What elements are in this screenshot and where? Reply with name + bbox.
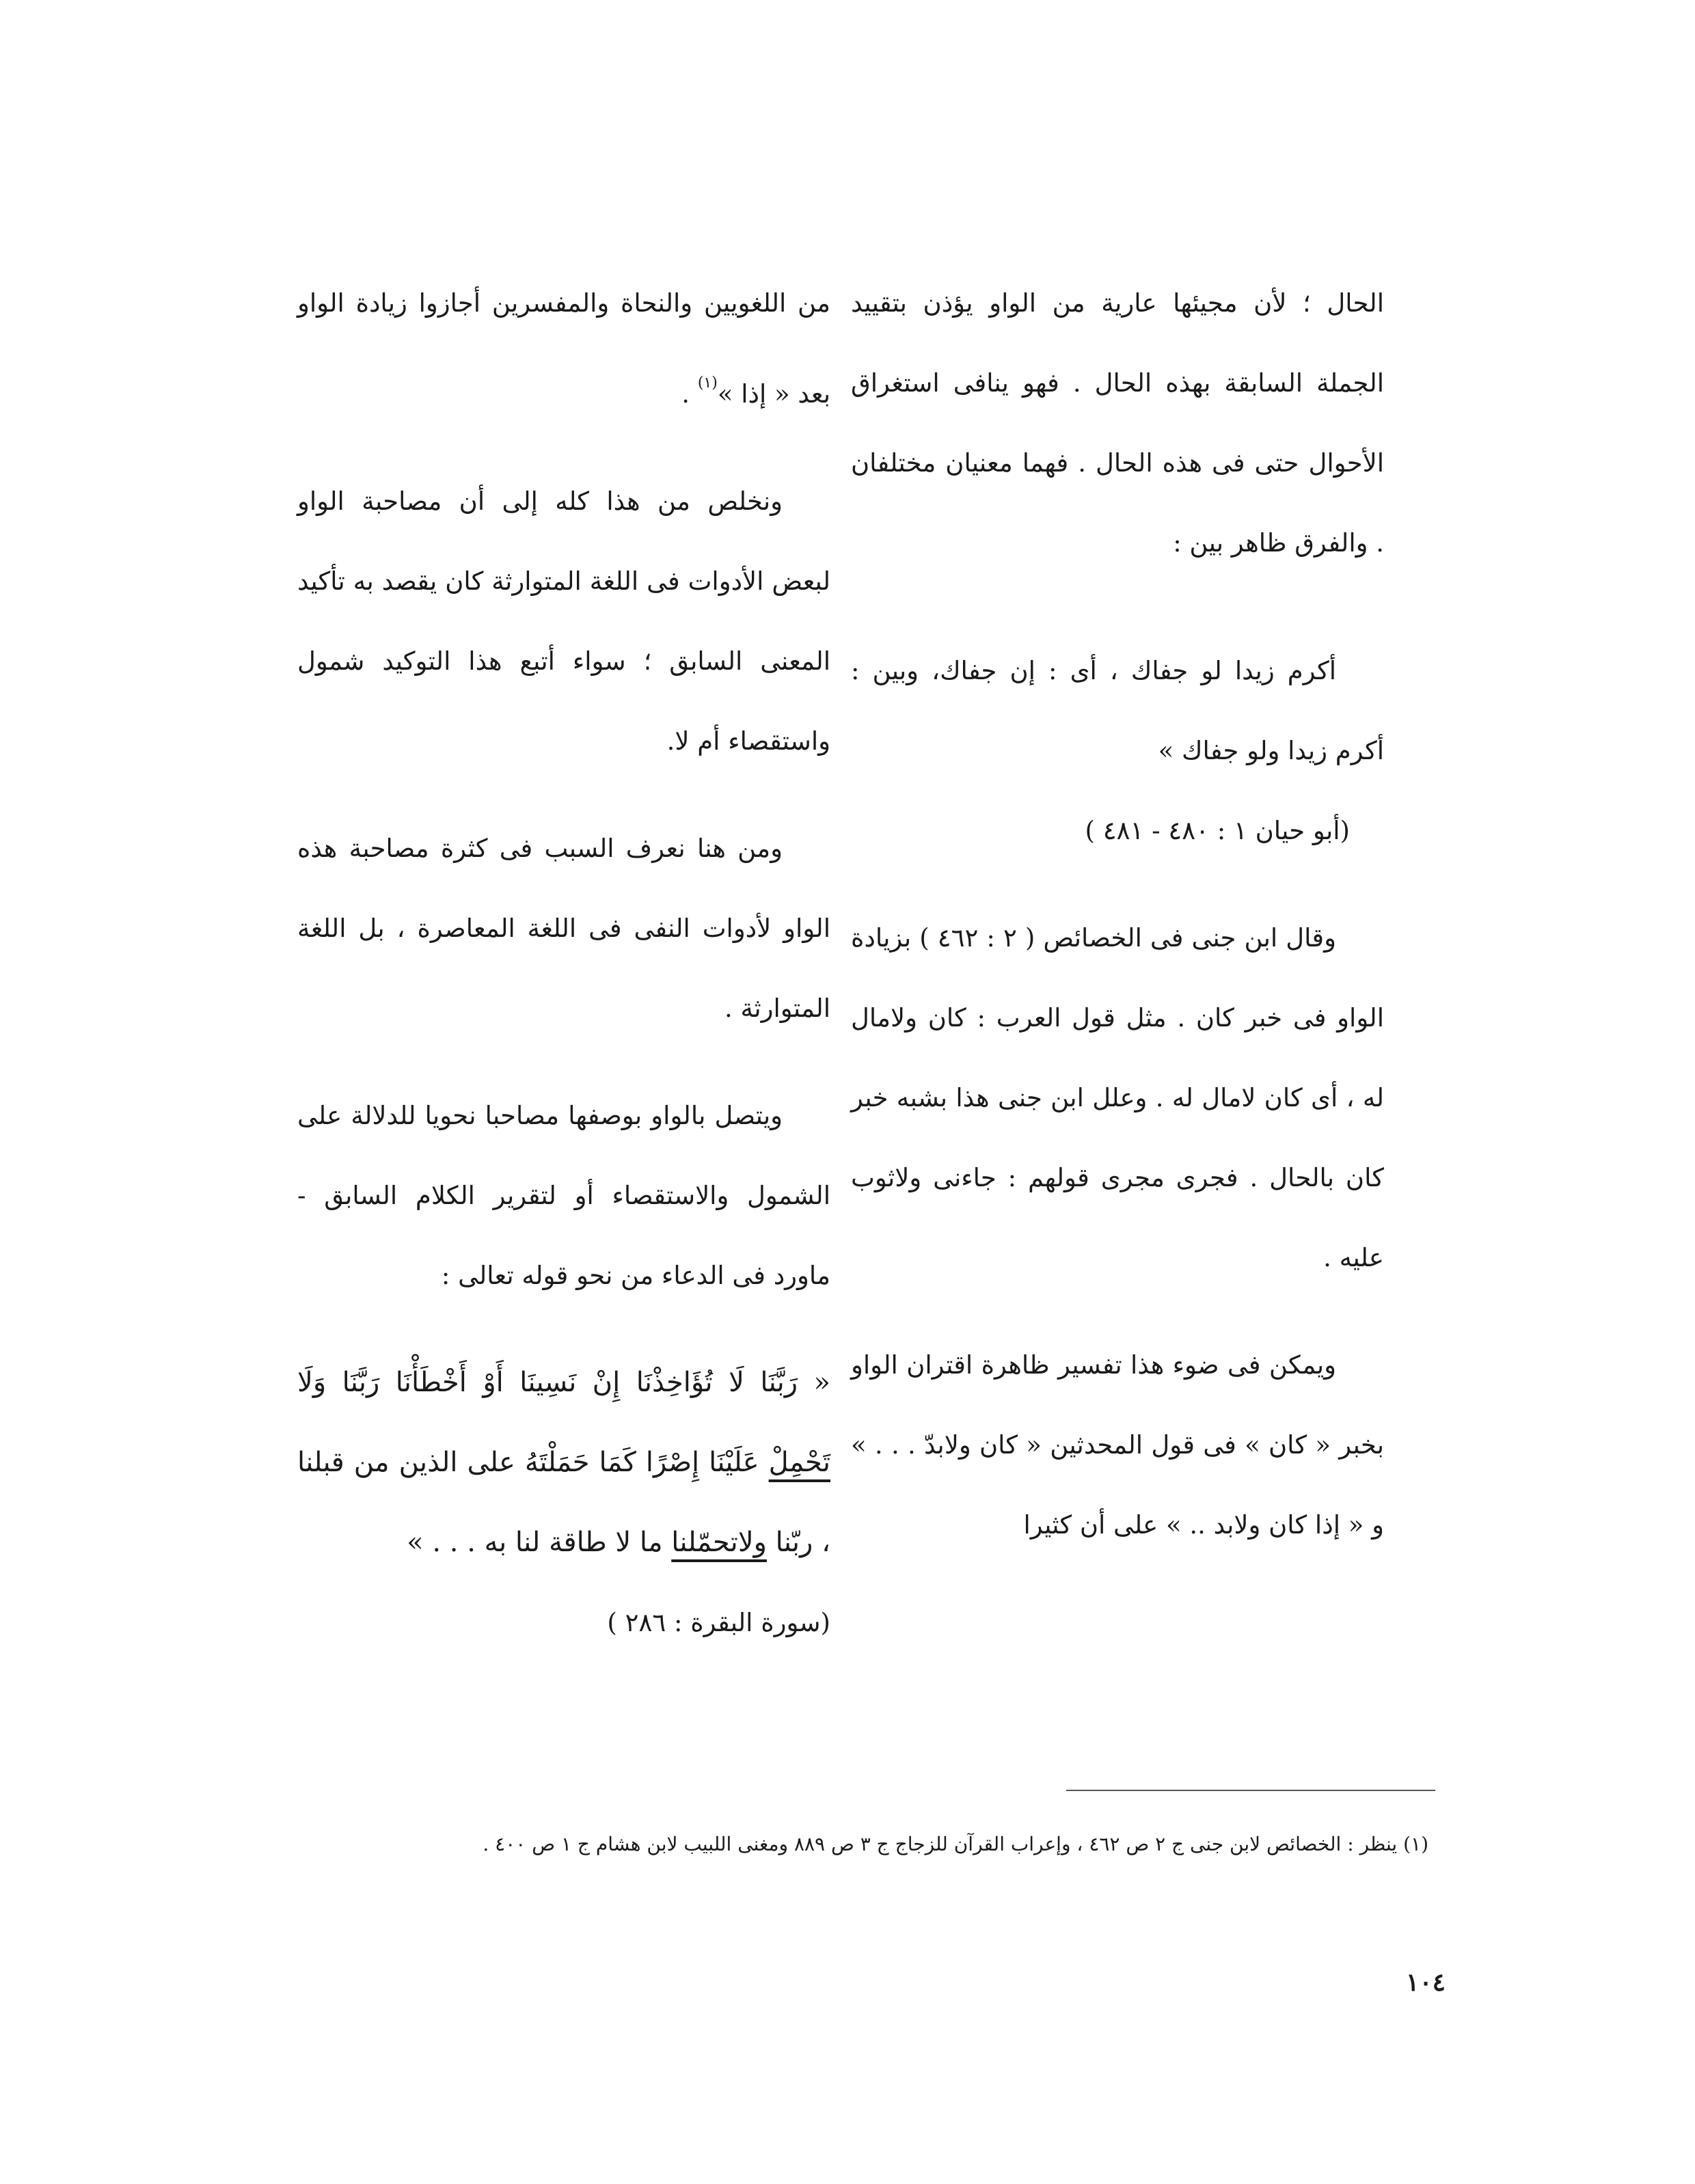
right-paragraph-3: وقال ابن جنى فى الخصائص ( ٢ : ٤٦٢ ) بزيادة الواو فى خبر كان . مثل قول العرب : كان ولامال له ، أى كان لامال له . وعلل ابن جنى هذا بشبه خبر كان بالحال . فجرى مجرى قولهم : جاءنى ولاثوب عليه .	[851, 923, 1384, 1272]
paragraph-gap	[851, 583, 1384, 631]
footnote-marker[interactable]: (١)	[697, 374, 718, 392]
paragraph-gap	[297, 781, 830, 808]
left-paragraph-3: ومن هنا نعرف السبب فى كثرة مصاحبة هذه الواو لأدوات النفى فى اللغة المعاصرة ، بل اللغة المتوارثة .	[297, 834, 830, 1023]
quran-verse	[297, 1343, 830, 1583]
right-paragraph-2: أكرم زيدا لو جفاك ، أى : إن جفاك، وبين : أكرم زيدا ولو جفاك »	[851, 656, 1384, 765]
right-paragraph-4: ويمكن فى ضوء هذا تفسير ظاهرة اقتران الواو بخبر « كان » فى قول المحدثين « كان ولابدّ . . . » و « إذا كان ولابد .. » على أن كثيرا	[851, 1350, 1384, 1540]
abu-hayyan-citation: (أبو حيان ١ : ٤٨٠ - ٤٨١ )	[1085, 816, 1350, 845]
footnote: (١) ينظر : الخصائص لابن جنى ج ٢ ص ٤٦٢ ، وإعراب القرآن للزجاج ج ٣ ص ٨٨٩ ومغنى اللبيب لابن هشام ج ١ ص ٤٠٠ .	[483, 1833, 1428, 1855]
verse-part-2: عَلَيْنَا إِصْرًا كَمَا حَمَلْتَهُ على الذين من قبلنا ، ربّنا	[297, 1447, 830, 1558]
paragraph-gap	[851, 871, 1384, 898]
right-column	[851, 263, 1384, 1565]
verse-reference: (سورة البقرة : ٢٨٦ )	[607, 1608, 830, 1637]
verse-underlined-2: ولاتحمّلنا	[671, 1527, 767, 1558]
verse-part-3: ما لا طاقة لنا به . . . »	[407, 1527, 672, 1558]
left-column	[297, 263, 830, 1663]
footnote-separator	[1066, 1790, 1435, 1791]
paragraph-gap	[851, 1298, 1384, 1325]
paragraph-gap	[297, 434, 830, 461]
left-paragraph-4: ويتصل بالواو بوصفها مصاحبا نحويا للدلالة على الشمول والاستقصاء أو لتقرير الكلام السابق - ماورد فى الدعاء من نحو قوله تعالى :	[297, 1101, 830, 1290]
right-paragraph-1: الحال ؛ لأن مجيئها عارية من الواو يؤذن بتقييد الجملة السابقة بهذه الحال . فهو ينافى استغراق الأحوال حتى فى هذه الحال . فهما معنيان مختلفان . والفرق ظاهر بين :	[851, 288, 1384, 558]
left-paragraph-1-end: .	[681, 379, 698, 409]
verse-part-1: « رَبَّنَا لَا تُؤَاخِذْنَا إِنْ نَسِينَا أَوْ أَخْطَأْنَا رَبَّنَا وَلَا	[297, 1367, 830, 1398]
verse-underlined-1: تَحْمِلْ	[768, 1447, 830, 1478]
paragraph-gap	[297, 1048, 830, 1076]
paragraph-gap	[297, 1315, 830, 1343]
left-paragraph-1-text: من اللغويين والنحاة والمفسرين أجازوا زيادة الواو بعد « إذا »	[297, 288, 830, 409]
page-number: ١٠٤	[1405, 1968, 1446, 1997]
left-paragraph-2: ونخلص من هذا كله إلى أن مصاحبة الواو لبعض الأدوات فى اللغة المتوارثة كان يقصد به تأكيد المعنى السابق ؛ سواء أتبع هذا التوكيد شمول واستقصاء أم لا.	[297, 487, 830, 756]
left-paragraph-1	[297, 263, 830, 434]
